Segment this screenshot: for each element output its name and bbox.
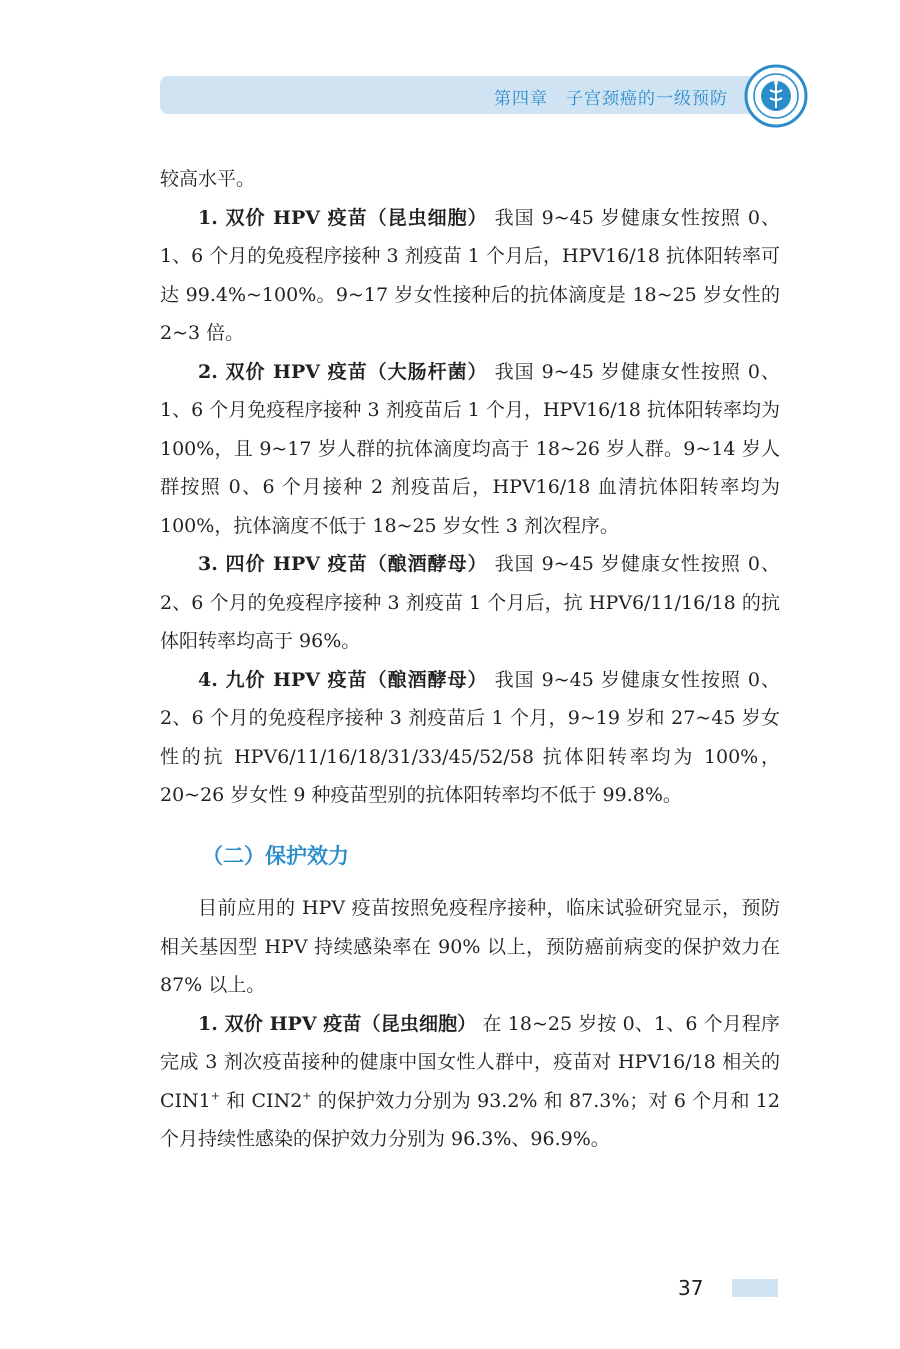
item-body: 我国 9~45 岁健康女性按照 0、1、6 个月免疫程序接种 3 剂疫苗后 1 个月，HPV16/18 抗体阳转率均为 100%，且 9~17 岁人群的抗体滴度均高于 18~26 岁人群。9~14 岁人群按照 0、6 个月接种 2 剂疫苗后，HPV16/18 血清抗体阳转率均为 100%，抗体滴度不低于 18~25 岁女性 3 剂次程序。 bbox=[160, 360, 780, 537]
item-body: 我国 9~45 岁健康女性按照 0、2、6 个月的免疫程序接种 3 剂疫苗 1 个月后，抗 HPV6/11/16/18 的抗体阳转率均高于 96%。 bbox=[160, 553, 780, 652]
chapter-title: 第四章 子宫颈癌的一级预防 bbox=[494, 89, 728, 109]
paragraph-quadrivalent bbox=[160, 545, 780, 661]
item-title: 1. 双价 HPV 疫苗（昆虫细胞） bbox=[198, 1012, 477, 1035]
item-title: 3. 四价 HPV 疫苗（酿酒酵母） bbox=[198, 553, 488, 575]
item-body: 的保护效力分别为 93.2% 和 87.3%；对 6 个月和 12 个月持续性感染的保护效力分别为 96.3%、96.9%。 bbox=[160, 1089, 780, 1150]
paragraph-efficacy-bivalent bbox=[160, 1005, 780, 1159]
paragraph-nonavalent bbox=[160, 661, 780, 815]
paragraph-continuation: 较高水平。 bbox=[160, 168, 256, 190]
paragraph-bivalent-ecoli bbox=[160, 353, 780, 546]
item-body: 和 CIN2 bbox=[219, 1089, 303, 1112]
item-body: 在 18~25 岁按 0、1、6 个月程序完成 3 剂次疫苗接种的健康中国女性人群中，疫苗对 HPV16/18 相关的 CIN1 bbox=[160, 1012, 780, 1112]
medical-association-seal-icon bbox=[744, 64, 808, 128]
paragraph-bivalent-insect bbox=[160, 199, 780, 353]
superscript: + bbox=[302, 1089, 312, 1103]
page-number: 37 bbox=[678, 1276, 704, 1300]
footer-tab bbox=[732, 1279, 778, 1297]
item-body: 我国 9~45 岁健康女性按照 0、2、6 个月的免疫程序接种 3 剂疫苗后 1 个月，9~19 岁和 27~45 岁女性的抗 HPV6/11/16/18/31/33/45/52/58 抗体阳转率均为 100%，20~26 岁女性 9 种疫苗型别的抗体阳转率均不低于 99.8%。 bbox=[160, 668, 780, 806]
paragraph-efficacy-intro: 目前应用的 HPV 疫苗按照免疫程序接种，临床试验研究显示，预防相关基因型 HPV 持续感染率在 90% 以上，预防癌前病变的保护效力在 87% 以上。 bbox=[160, 897, 780, 996]
section-heading: （二）保护效力 bbox=[202, 843, 349, 868]
page-body bbox=[160, 160, 780, 1159]
superscript: + bbox=[210, 1089, 220, 1103]
item-title: 4. 九价 HPV 疫苗（酿酒酵母） bbox=[198, 668, 488, 691]
item-title: 1. 双价 HPV 疫苗（昆虫细胞） bbox=[198, 206, 488, 229]
chapter-header-bar bbox=[160, 76, 760, 114]
item-title: 2. 双价 HPV 疫苗（大肠杆菌） bbox=[198, 360, 488, 383]
item-body: 我国 9~45 岁健康女性按照 0、1、6 个月的免疫程序接种 3 剂疫苗 1 个月后，HPV16/18 抗体阳转率可达 99.4%~100%。9~17 岁女性接种后的抗体滴度是 18~25 岁女性的 2~3 倍。 bbox=[160, 206, 780, 344]
